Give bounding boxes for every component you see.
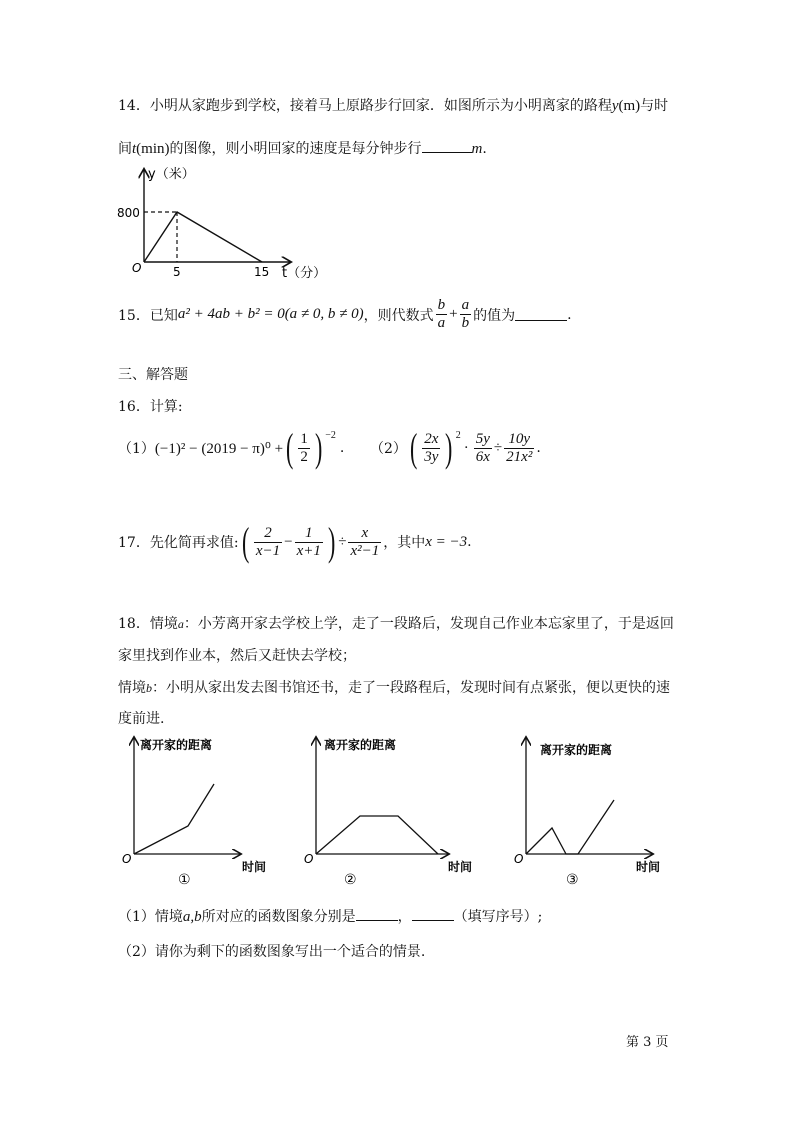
- q14-x-label: t（分）: [282, 266, 327, 281]
- q18-sub1-comma: ，: [397, 909, 412, 925]
- q16-part2-label: （2）: [370, 441, 407, 457]
- g2-x-label: 时间: [448, 860, 473, 874]
- left-paren: (: [241, 519, 249, 564]
- q14-text-b: 与时: [640, 98, 669, 114]
- q18-line4: 度前进.: [118, 711, 165, 727]
- q18-line3: [118, 677, 670, 697]
- q18-line1-b: ：小芳离开家去学校上学，走了一段路后，发现自己作业本忘家里了，于是返回: [183, 616, 674, 632]
- q14-graph: [112, 162, 342, 287]
- q14-y-unit: (m): [618, 98, 641, 114]
- q15-frac-a-over-b: $\frac{a}{b}$: [461, 297, 470, 331]
- q17-div: ÷: [338, 533, 347, 550]
- q15-text-b: ，则代数式: [363, 307, 434, 324]
- q14-origin: O: [132, 261, 142, 275]
- g2-curve: [316, 816, 438, 854]
- q18-graph-1: [118, 732, 303, 892]
- q16-part2-frac1: $\frac{2x}{3y}$: [424, 430, 439, 465]
- q16-part1-expr: (−1)² − (2019 − π)⁰ +: [154, 440, 284, 457]
- q14-line2: [118, 138, 487, 158]
- right-paren: ): [314, 425, 323, 470]
- q14-period: .: [482, 141, 487, 157]
- q15-line: [118, 297, 572, 332]
- left-paren: (: [286, 425, 294, 470]
- g2-caption: ②: [344, 872, 357, 888]
- q14-graph-line: [144, 212, 262, 262]
- q15-answer-blank[interactable]: [515, 308, 567, 321]
- g2-origin: O: [304, 852, 314, 866]
- q16-heading: 16．计算:: [118, 399, 183, 415]
- q14-text-d: 的图像，则小明回家的速度是每分钟步行: [169, 141, 422, 157]
- q18-sub1-vars: a,b: [182, 909, 202, 925]
- q16-part2-exp: 2: [455, 430, 461, 441]
- q18-line3-b: ：小明从家出发去图书馆还书，走了一段路程后，发现时间有点紧张，便以更快的速: [152, 680, 670, 696]
- left-paren: (: [409, 425, 418, 470]
- q18-line2: 家里找到作业本，然后又赶快去学校；: [118, 648, 356, 664]
- q14-x-tick-15: 15: [254, 265, 270, 279]
- q18-sub1-a: （1）情境: [118, 909, 183, 925]
- q14-t-unit: (min): [136, 141, 170, 157]
- q18-line1: [118, 613, 674, 633]
- right-paren: ): [445, 425, 453, 470]
- q18-blank-b[interactable]: [412, 906, 454, 921]
- g1-caption: ①: [178, 872, 191, 888]
- g3-origin: O: [514, 852, 524, 866]
- q15-text-a: 已知: [149, 307, 178, 324]
- q14-number: 14．: [118, 98, 150, 114]
- q14-text-c: 间: [118, 141, 132, 157]
- g2-y-label: 离开家的距离: [324, 738, 397, 752]
- q14-text-a: 小明从家跑步到学校，接着马上原路步行回家．如图所示为小明离家的路程: [149, 98, 612, 114]
- q17-frac1: $\frac{2}{x-1}$: [255, 524, 281, 559]
- g1-x-label: 时间: [242, 860, 267, 874]
- g1-origin: O: [122, 852, 132, 866]
- q16-part2: [370, 425, 541, 470]
- g3-curve: [526, 800, 614, 854]
- q16-part2-frac2: $\frac{5y}{6x}$: [475, 430, 490, 465]
- g1-curve: [134, 784, 214, 854]
- q17-text-b: ，其中: [383, 535, 426, 551]
- q17-heading: 17．先化简再求值:: [118, 535, 239, 551]
- q14-y-label: y（米）: [148, 167, 195, 182]
- q18-sub2: （2）请你为剩下的函数图象写出一个适合的情景.: [118, 944, 426, 960]
- q14-x-tick-5: 5: [173, 265, 181, 279]
- q18-sub1-b: 所对应的函数图象分别是: [201, 909, 356, 925]
- q18-graph-2: [298, 732, 483, 892]
- q18-var-b: b: [146, 681, 152, 695]
- section-title: 三、解答题: [118, 367, 188, 383]
- q16-part2-div: ÷: [493, 439, 503, 456]
- q17-line: [118, 519, 472, 564]
- page-number: 第 3 页: [626, 1035, 669, 1050]
- q17-frac2: $\frac{1}{x+1}$: [296, 524, 321, 559]
- q17-period: .: [467, 534, 472, 550]
- q16-part1: [118, 425, 345, 470]
- q18-sub1: [118, 906, 542, 926]
- q14-y-var: y: [611, 98, 619, 114]
- q18-line1-a: 18．情境: [118, 616, 178, 632]
- g3-caption: ③: [566, 872, 579, 888]
- g3-x-label: 时间: [636, 860, 661, 874]
- q15-frac-b-over-a: $\frac{b}{a}$: [437, 297, 446, 331]
- q15-number: 15．: [118, 307, 150, 324]
- q15-plus: +: [449, 306, 458, 322]
- q16-part1-half: $\frac{1}{2}$: [300, 430, 308, 465]
- q14-line1: [118, 95, 668, 115]
- q16-part1-label: （1）: [118, 441, 155, 457]
- q14-t-var: t: [132, 141, 137, 157]
- q15-equation: a² + 4ab + b² = 0(a ≠ 0, b ≠ 0): [177, 306, 364, 322]
- q18-blank-a[interactable]: [356, 906, 398, 921]
- q16-part2-end: .: [536, 440, 541, 456]
- q17-frac3: $\frac{x}{\text{x²−1}}$: [350, 524, 380, 559]
- q18-sub1-c: （填写序号）;: [453, 909, 543, 925]
- q15-text-c: 的值为: [473, 307, 516, 324]
- q15-period: .: [567, 306, 572, 323]
- right-paren: ): [327, 519, 336, 564]
- q16-part2-frac3: $\frac{10y}{\text{21x²}}$: [506, 430, 533, 465]
- q18-graph-3: [512, 732, 697, 892]
- q14-y-tick: 800: [117, 206, 140, 220]
- q17-minus: −: [284, 533, 293, 550]
- q18-line3-a: 情境: [118, 680, 146, 696]
- q16-part2-dot: ·: [463, 439, 469, 456]
- q17-condition: x = −3: [425, 533, 468, 550]
- q14-answer-blank[interactable]: [422, 138, 472, 153]
- q18-var-a: a: [177, 617, 184, 631]
- g1-y-label: 离开家的距离: [140, 738, 213, 752]
- q16-part1-exp: −2: [325, 430, 336, 441]
- q16-part1-end: .: [339, 440, 345, 456]
- q14-unit-m: m: [471, 141, 483, 157]
- g3-y-label: 离开家的距离: [540, 743, 613, 757]
